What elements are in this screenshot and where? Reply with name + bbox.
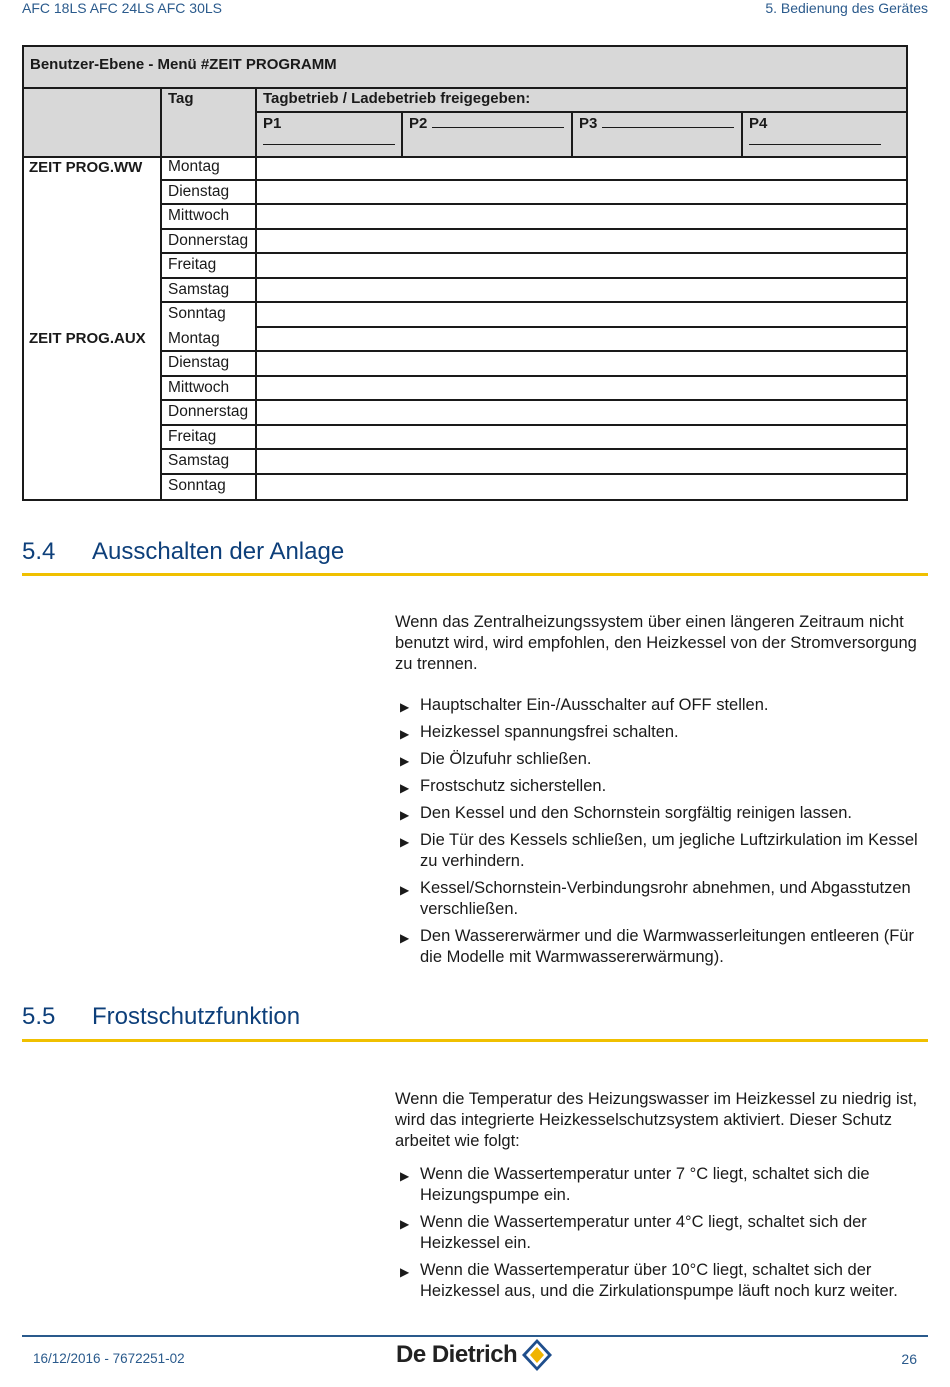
section-heading-5-4 (22, 538, 344, 566)
list-item: ▶ Den Wassererwärmer und die Warmwasserleitungen entleeren (Für die Modelle mit Warmwassererwärmung). (400, 927, 914, 966)
section-rule (22, 573, 928, 576)
period-label: P1 (263, 115, 282, 132)
value-column (255, 156, 906, 501)
day-column (160, 156, 255, 501)
value-cell (257, 279, 906, 304)
section-label-aux: ZEIT PROG.AUX (29, 330, 146, 347)
value-cell (257, 328, 906, 353)
list-item: ▶ Die Tür des Kessels schließen, um jegliche Luftzirkulation im Kessel zu verhindern. (400, 831, 918, 870)
value-cell (257, 352, 906, 377)
day-cell: Samstag (162, 279, 255, 304)
section-rule (22, 1039, 928, 1042)
day-cell: Dienstag (162, 181, 255, 206)
period-p4-cell (741, 111, 906, 156)
section-5-5-body (395, 1089, 930, 1308)
col-header-day: Tag (160, 89, 255, 156)
value-cell (257, 377, 906, 402)
bullet-arrow-icon: ▶ (400, 808, 410, 822)
fill-line (749, 132, 881, 145)
table-title: Benutzer-Ebene - Menü #ZEIT PROGRAMM (22, 45, 908, 89)
day-cell: Samstag (162, 450, 255, 475)
value-cell (257, 426, 906, 451)
day-cell: Montag (162, 328, 255, 353)
list-item: ▶ Kessel/Schornstein-Verbindungsrohr abnehmen, und Abgasstutzen verschließen. (400, 879, 911, 918)
list-item: ▶ Wenn die Wassertemperatur unter 7 °C liegt, schaltet sich die Heizungspumpe ein. (400, 1165, 870, 1204)
brand-logo-text: De Dietrich (396, 1341, 518, 1368)
footer-rule (22, 1335, 928, 1337)
day-cell: Mittwoch (162, 205, 255, 230)
day-cell: Freitag (162, 254, 255, 279)
section-5-4-body (395, 612, 930, 974)
value-cell (257, 156, 906, 181)
day-cell: Dienstag (162, 352, 255, 377)
time-program-table (22, 45, 908, 501)
value-cell (257, 230, 906, 255)
list-item: ▶ Frostschutz sicherstellen. (395, 776, 930, 797)
bullet-arrow-icon: ▶ (400, 1265, 410, 1279)
footer-date-ref: 16/12/2016 - 7672251-02 (33, 1351, 185, 1366)
value-cell (257, 303, 906, 328)
value-cell (257, 181, 906, 206)
bullet-arrow-icon: ▶ (400, 700, 410, 714)
list-item: ▶ Die Ölzufuhr schließen. (395, 749, 930, 770)
bullet-arrow-icon: ▶ (400, 883, 410, 897)
chapter-header: 5. Bedienung des Gerätes (765, 0, 928, 16)
fill-line (602, 115, 734, 128)
value-cell (257, 450, 906, 475)
list-item: ▶ Hauptschalter Ein-/Ausschalter auf OFF stellen. (395, 695, 930, 716)
list-item: ▶ Wenn die Wassertemperatur über 10°C liegt, schaltet sich der Heizkessel aus, und die Zirkulationspumpe läuft noch kurz weiter. (400, 1261, 898, 1300)
brand-logo-icon (521, 1338, 553, 1372)
intro-paragraph: Wenn das Zentralheizungssystem über einen längeren Zeitraum nicht benutzt wird, wird empfohlen, den Heizkessel von der Stromversorgung zu trennen. (395, 613, 917, 673)
day-cell: Donnerstag (162, 230, 255, 255)
bullet-arrow-icon: ▶ (400, 727, 410, 741)
intro-paragraph: Wenn die Temperatur des Heizungswasser im Heizkessel zu niedrig ist, wird das integrierte Heizkesselschutzsystem aktiviert. Dieser Schutz arbeitet wie folgt: (395, 1090, 918, 1150)
fill-line (432, 115, 564, 128)
day-cell: Freitag (162, 426, 255, 451)
section-number: 5.5 (22, 1003, 56, 1030)
section-label-ww: ZEIT PROG.WW (29, 159, 143, 176)
section-title: Ausschalten der Anlage (92, 538, 345, 565)
list-item: ▶ Heizkessel spannungsfrei schalten. (395, 722, 930, 743)
list-item: ▶ Den Kessel und den Schornstein sorgfältig reinigen lassen. (395, 803, 930, 824)
bullet-arrow-icon: ▶ (400, 1169, 410, 1183)
day-cell: Sonntag (168, 305, 226, 322)
period-label: P4 (749, 115, 768, 132)
table-grid (22, 89, 908, 501)
fill-line (263, 132, 395, 145)
day-cell: Mittwoch (162, 377, 255, 402)
value-cell (257, 401, 906, 426)
day-cell: Sonntag (168, 476, 226, 494)
section-number: 5.4 (22, 538, 56, 565)
doc-model-header: AFC 18LS AFC 24LS AFC 30LS (22, 0, 222, 16)
period-p2-cell (401, 111, 571, 156)
period-p1-cell (255, 111, 401, 156)
day-cell: Donnerstag (162, 401, 255, 426)
list-item: ▶ Wenn die Wassertemperatur unter 4°C liegt, schaltet sich der Heizkessel ein. (400, 1213, 867, 1252)
period-label: P3 (579, 115, 598, 132)
header-empty-cell (24, 89, 160, 156)
value-cell (257, 254, 906, 279)
day-cell: Montag (162, 156, 255, 181)
col-header-mode: Tagbetrieb / Ladebetrieb freigegeben: (255, 89, 906, 111)
period-p3-cell (571, 111, 741, 156)
bullet-arrow-icon: ▶ (400, 931, 410, 945)
value-cell (257, 475, 906, 500)
bullet-arrow-icon: ▶ (400, 1217, 410, 1231)
bullet-arrow-icon: ▶ (400, 781, 410, 795)
period-label: P2 (409, 115, 428, 132)
bullet-arrow-icon: ▶ (400, 835, 410, 849)
section-heading-5-5 (22, 1003, 300, 1031)
behaviour-list (395, 1164, 930, 1302)
instruction-list (395, 695, 930, 968)
value-cell (257, 205, 906, 230)
bullet-arrow-icon: ▶ (400, 754, 410, 768)
page-number: 26 (901, 1351, 917, 1367)
section-title: Frostschutzfunktion (92, 1003, 301, 1030)
